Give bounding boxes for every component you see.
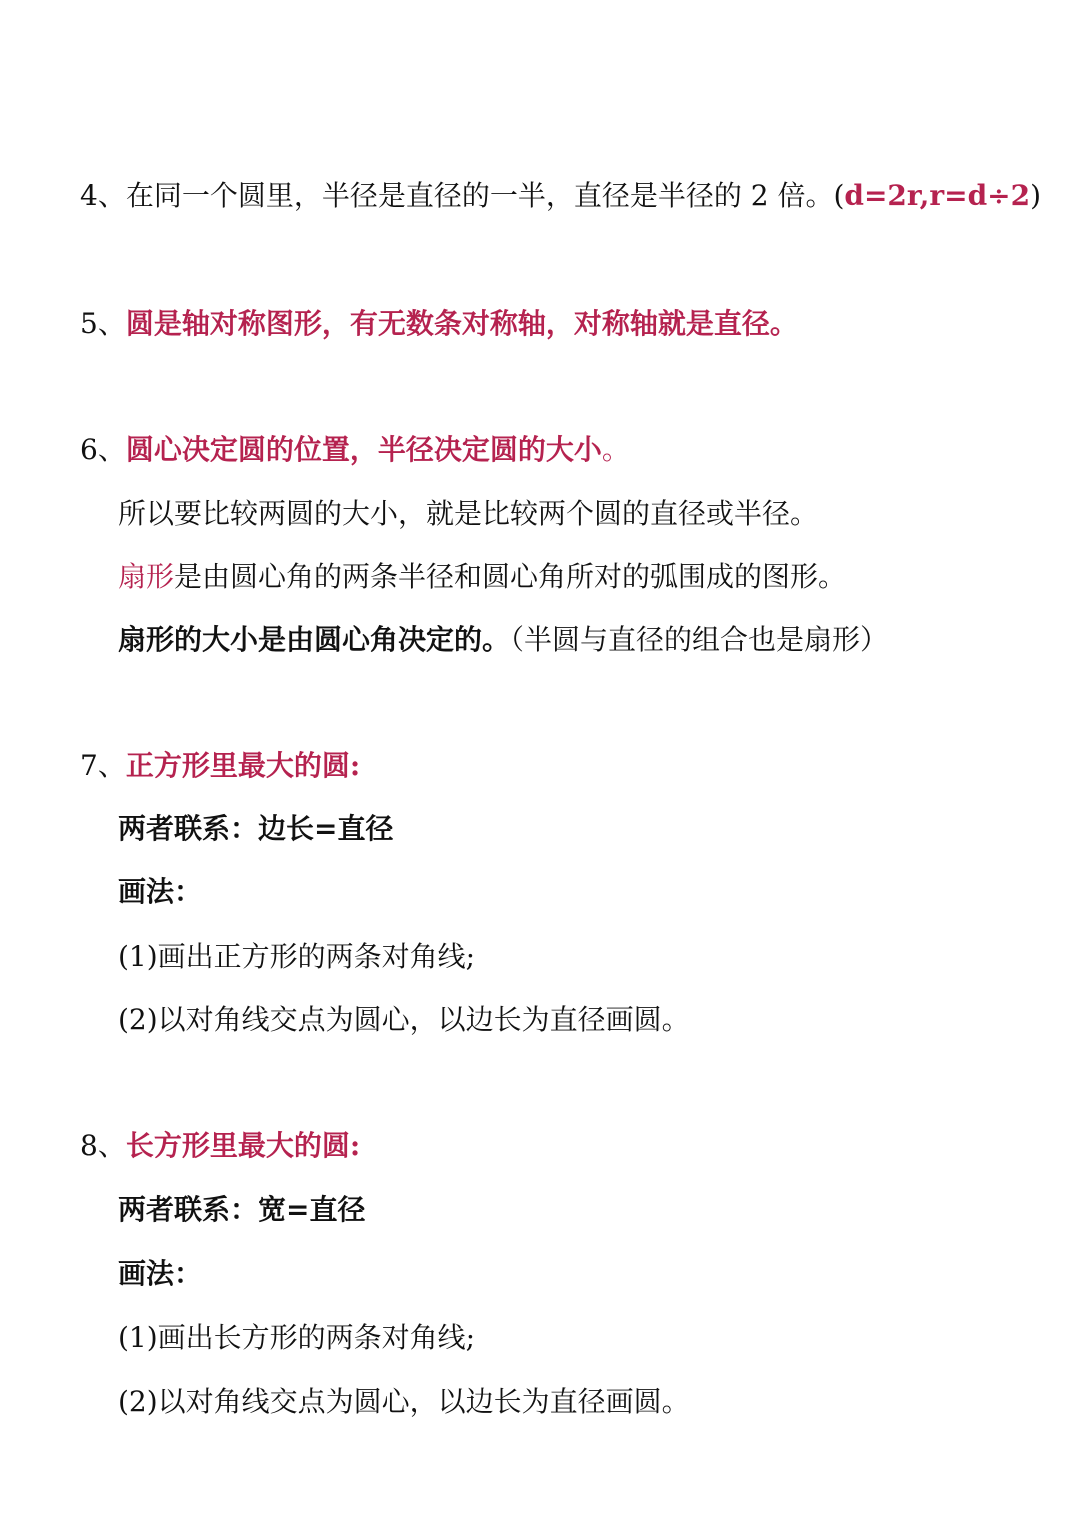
item-6-line-4-note: （半圆与直径的组合也是扇形） bbox=[510, 623, 889, 656]
item-4 bbox=[80, 176, 1041, 216]
item-6-line-4 bbox=[118, 620, 888, 660]
item-7-step-2: (2)以对角线交点为圆心，以边长为直径画圆。 bbox=[118, 1003, 690, 1036]
item-7-step-1: (1)画出正方形的两条对角线; bbox=[118, 940, 476, 973]
item-8 bbox=[80, 1126, 360, 1166]
item-6-line-3 bbox=[118, 557, 846, 597]
item-4-number: 4、 bbox=[80, 179, 126, 212]
item-7-number: 7、 bbox=[80, 749, 126, 782]
item-8-number: 8、 bbox=[80, 1129, 126, 1162]
item-7-title: 正方形里最大的圆: bbox=[125, 749, 361, 782]
item-5 bbox=[80, 304, 798, 344]
item-6-number: 6、 bbox=[80, 433, 126, 466]
item-4-formula: d=2r,r=d÷2 bbox=[844, 179, 1031, 212]
item-6-text: 圆心决定圆的位置，半径决定圆的大小 bbox=[125, 433, 602, 466]
item-8-step-2: (2)以对角线交点为圆心，以边长为直径画圆。 bbox=[118, 1385, 690, 1418]
item-8-relation: 两者联系：宽=直径 bbox=[118, 1193, 366, 1226]
item-6-line-3-rest: 是由圆心角的两条半径和圆心角所对的弧围成的图形。 bbox=[174, 560, 847, 593]
item-7-relation: 两者联系：边长=直径 bbox=[118, 812, 394, 845]
item-5-number: 5、 bbox=[80, 307, 126, 340]
item-7 bbox=[80, 746, 360, 786]
item-7-method-label: 画法： bbox=[118, 875, 203, 908]
item-6 bbox=[80, 430, 630, 470]
item-4-formula-open: ( bbox=[833, 179, 845, 212]
item-5-text: 圆是轴对称图形，有无数条对称轴，对称轴就是直径。 bbox=[125, 307, 798, 340]
item-6-period: 。 bbox=[601, 433, 630, 466]
item-6-line-4-bold: 扇形的大小是由圆心角决定的。 bbox=[118, 623, 511, 656]
item-8-method-label: 画法： bbox=[118, 1257, 203, 1290]
item-6-term: 扇形 bbox=[118, 560, 175, 593]
item-8-title: 长方形里最大的圆: bbox=[125, 1129, 361, 1162]
item-4-formula-close: ) bbox=[1030, 179, 1042, 212]
item-8-step-1: (1)画出长方形的两条对角线; bbox=[118, 1321, 476, 1354]
item-6-line-2: 所以要比较两圆的大小，就是比较两个圆的直径或半径。 bbox=[118, 497, 819, 530]
item-4-text: 在同一个圆里，半径是直径的一半，直径是半径的 2 倍。 bbox=[125, 179, 834, 212]
